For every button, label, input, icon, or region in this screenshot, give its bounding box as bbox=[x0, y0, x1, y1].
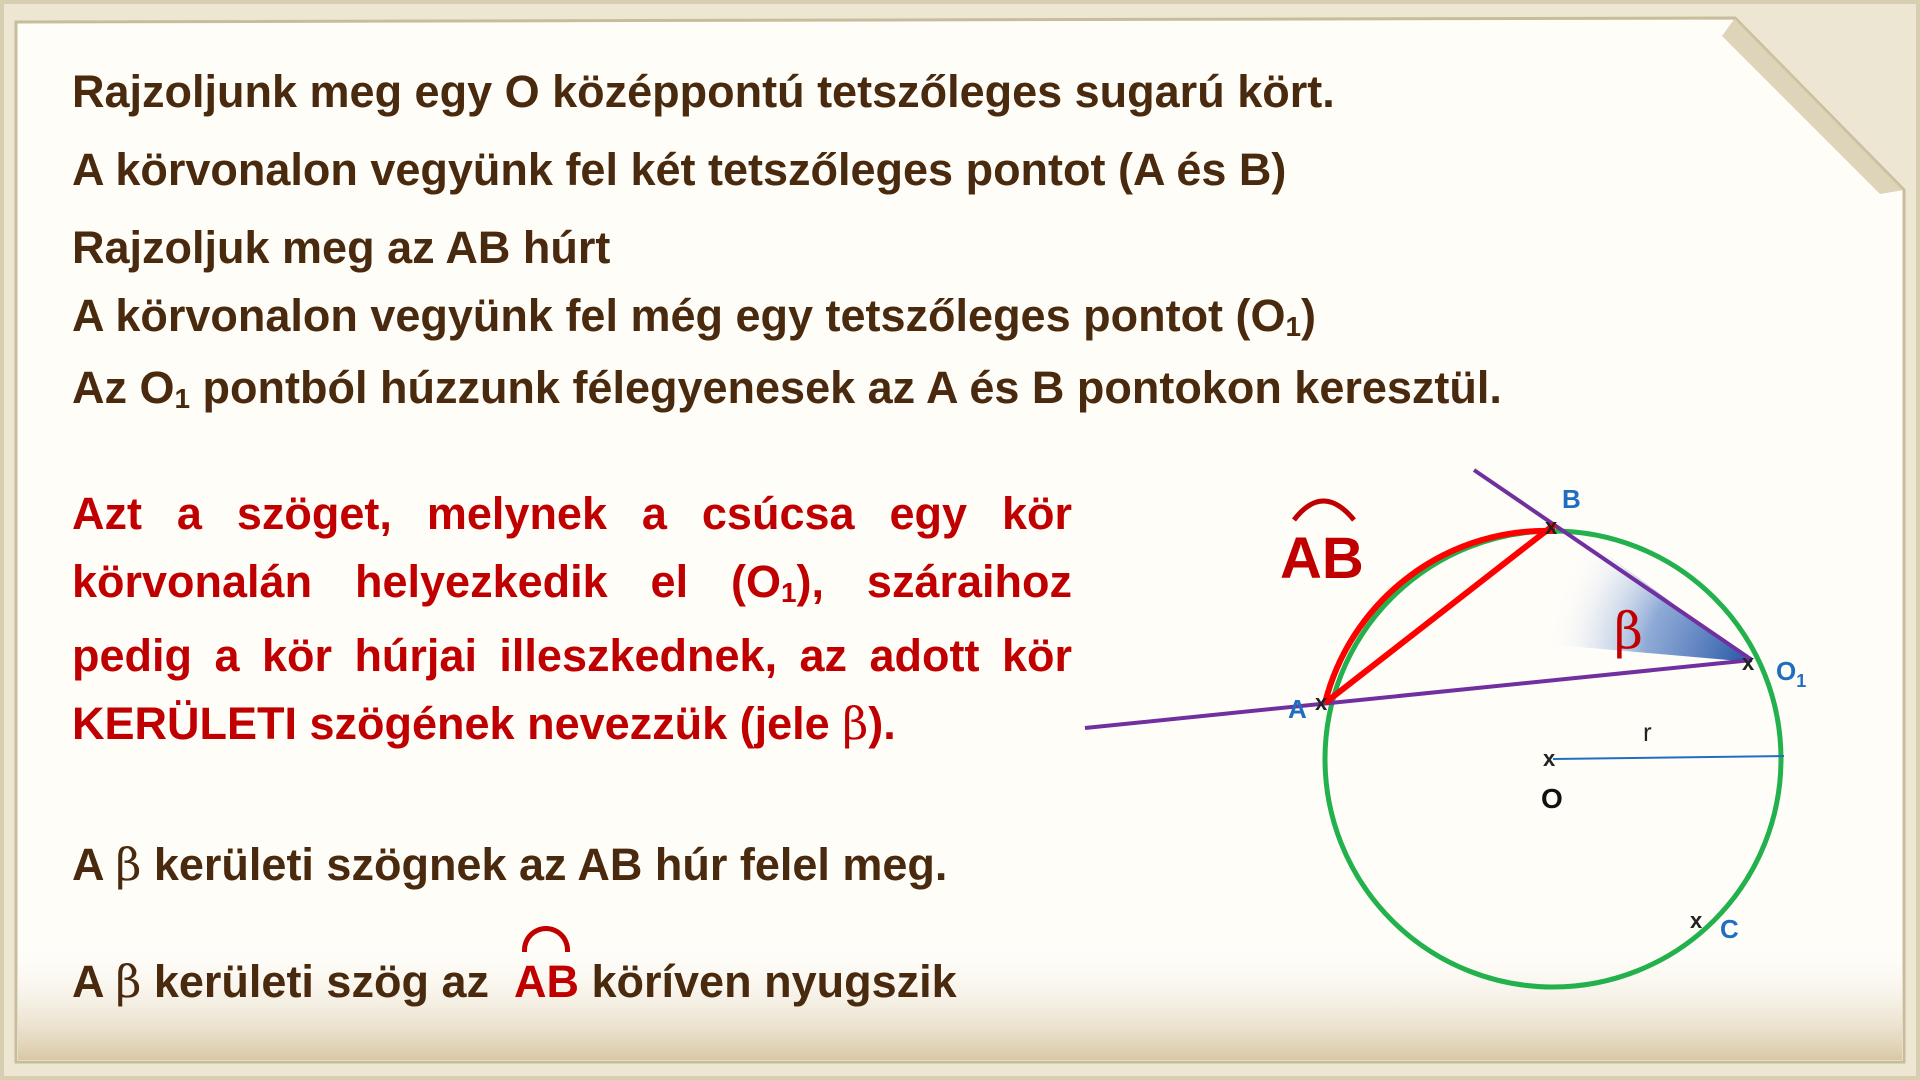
definition-part-3: ). bbox=[868, 698, 896, 749]
step-5-rest: pontból húzzunk félegyenesek az A és B pontokon keresztül. bbox=[190, 362, 1502, 413]
radius-line bbox=[1553, 756, 1784, 759]
point-A-label: A bbox=[1288, 694, 1307, 724]
statement-2-start: A bbox=[72, 956, 116, 1007]
statement-1-start: A bbox=[72, 839, 116, 890]
statement-1-rest: kerületi szögnek az AB húr felel meg. bbox=[141, 839, 948, 890]
point-O1-letter: O bbox=[1776, 656, 1797, 686]
step-text-3: Rajzoljuk meg az AB húrt bbox=[72, 222, 611, 273]
step-5-subscript: 1 bbox=[174, 383, 191, 415]
ray-O1-A bbox=[1085, 660, 1752, 728]
definition-beta: β bbox=[842, 697, 869, 750]
point-B-label: B bbox=[1562, 484, 1581, 514]
statement-2-end: köríven nyugszik bbox=[579, 956, 957, 1007]
statement-1-beta: β bbox=[115, 838, 142, 891]
point-O1-label bbox=[1776, 656, 1806, 691]
point-O1-subscript: 1 bbox=[1796, 671, 1807, 691]
step-4-main: A körvonalon vegyünk fel még egy tetszőleges pontot (O bbox=[72, 290, 1286, 341]
point-O1-mark: x bbox=[1742, 650, 1755, 675]
step-4-tail: ) bbox=[1301, 290, 1317, 341]
beta-label: β bbox=[1614, 602, 1643, 660]
center-mark: x bbox=[1543, 746, 1556, 771]
step-4-subscript: 1 bbox=[1285, 311, 1302, 343]
statement-2-arc-label: AB bbox=[514, 956, 579, 1007]
diagram-arc-label: AB bbox=[1280, 526, 1364, 591]
point-A-mark: x bbox=[1315, 690, 1328, 715]
definition-part-1: Azt a szöget, melynek a csúcsa egy kör körvonalán helyezkedik el (O bbox=[72, 488, 1072, 607]
step-5-start: Az O bbox=[72, 362, 175, 413]
radius-label: r bbox=[1643, 717, 1652, 747]
center-label: O bbox=[1541, 783, 1563, 814]
point-C-mark: x bbox=[1690, 908, 1703, 933]
point-C-label: C bbox=[1720, 914, 1739, 944]
definition-part-2: ), száraihoz pedig a kör húrjai illeszkednek, az adott kör KERÜLETI szögének nevezzük (jele bbox=[72, 556, 1072, 749]
step-text-1: Rajzoljunk meg egy O középpontú tetszőleges sugarú kört. bbox=[72, 66, 1335, 117]
statement-2-middle: kerületi szög az bbox=[141, 956, 502, 1007]
statement-2-beta: β bbox=[115, 955, 142, 1008]
point-B-mark: x bbox=[1545, 514, 1558, 539]
arc-symbol-diagram bbox=[1294, 501, 1354, 520]
step-text-2: A körvonalon vegyünk fel két tetszőleges pontot (A és B) bbox=[72, 144, 1287, 195]
definition-subscript: 1 bbox=[781, 577, 797, 609]
